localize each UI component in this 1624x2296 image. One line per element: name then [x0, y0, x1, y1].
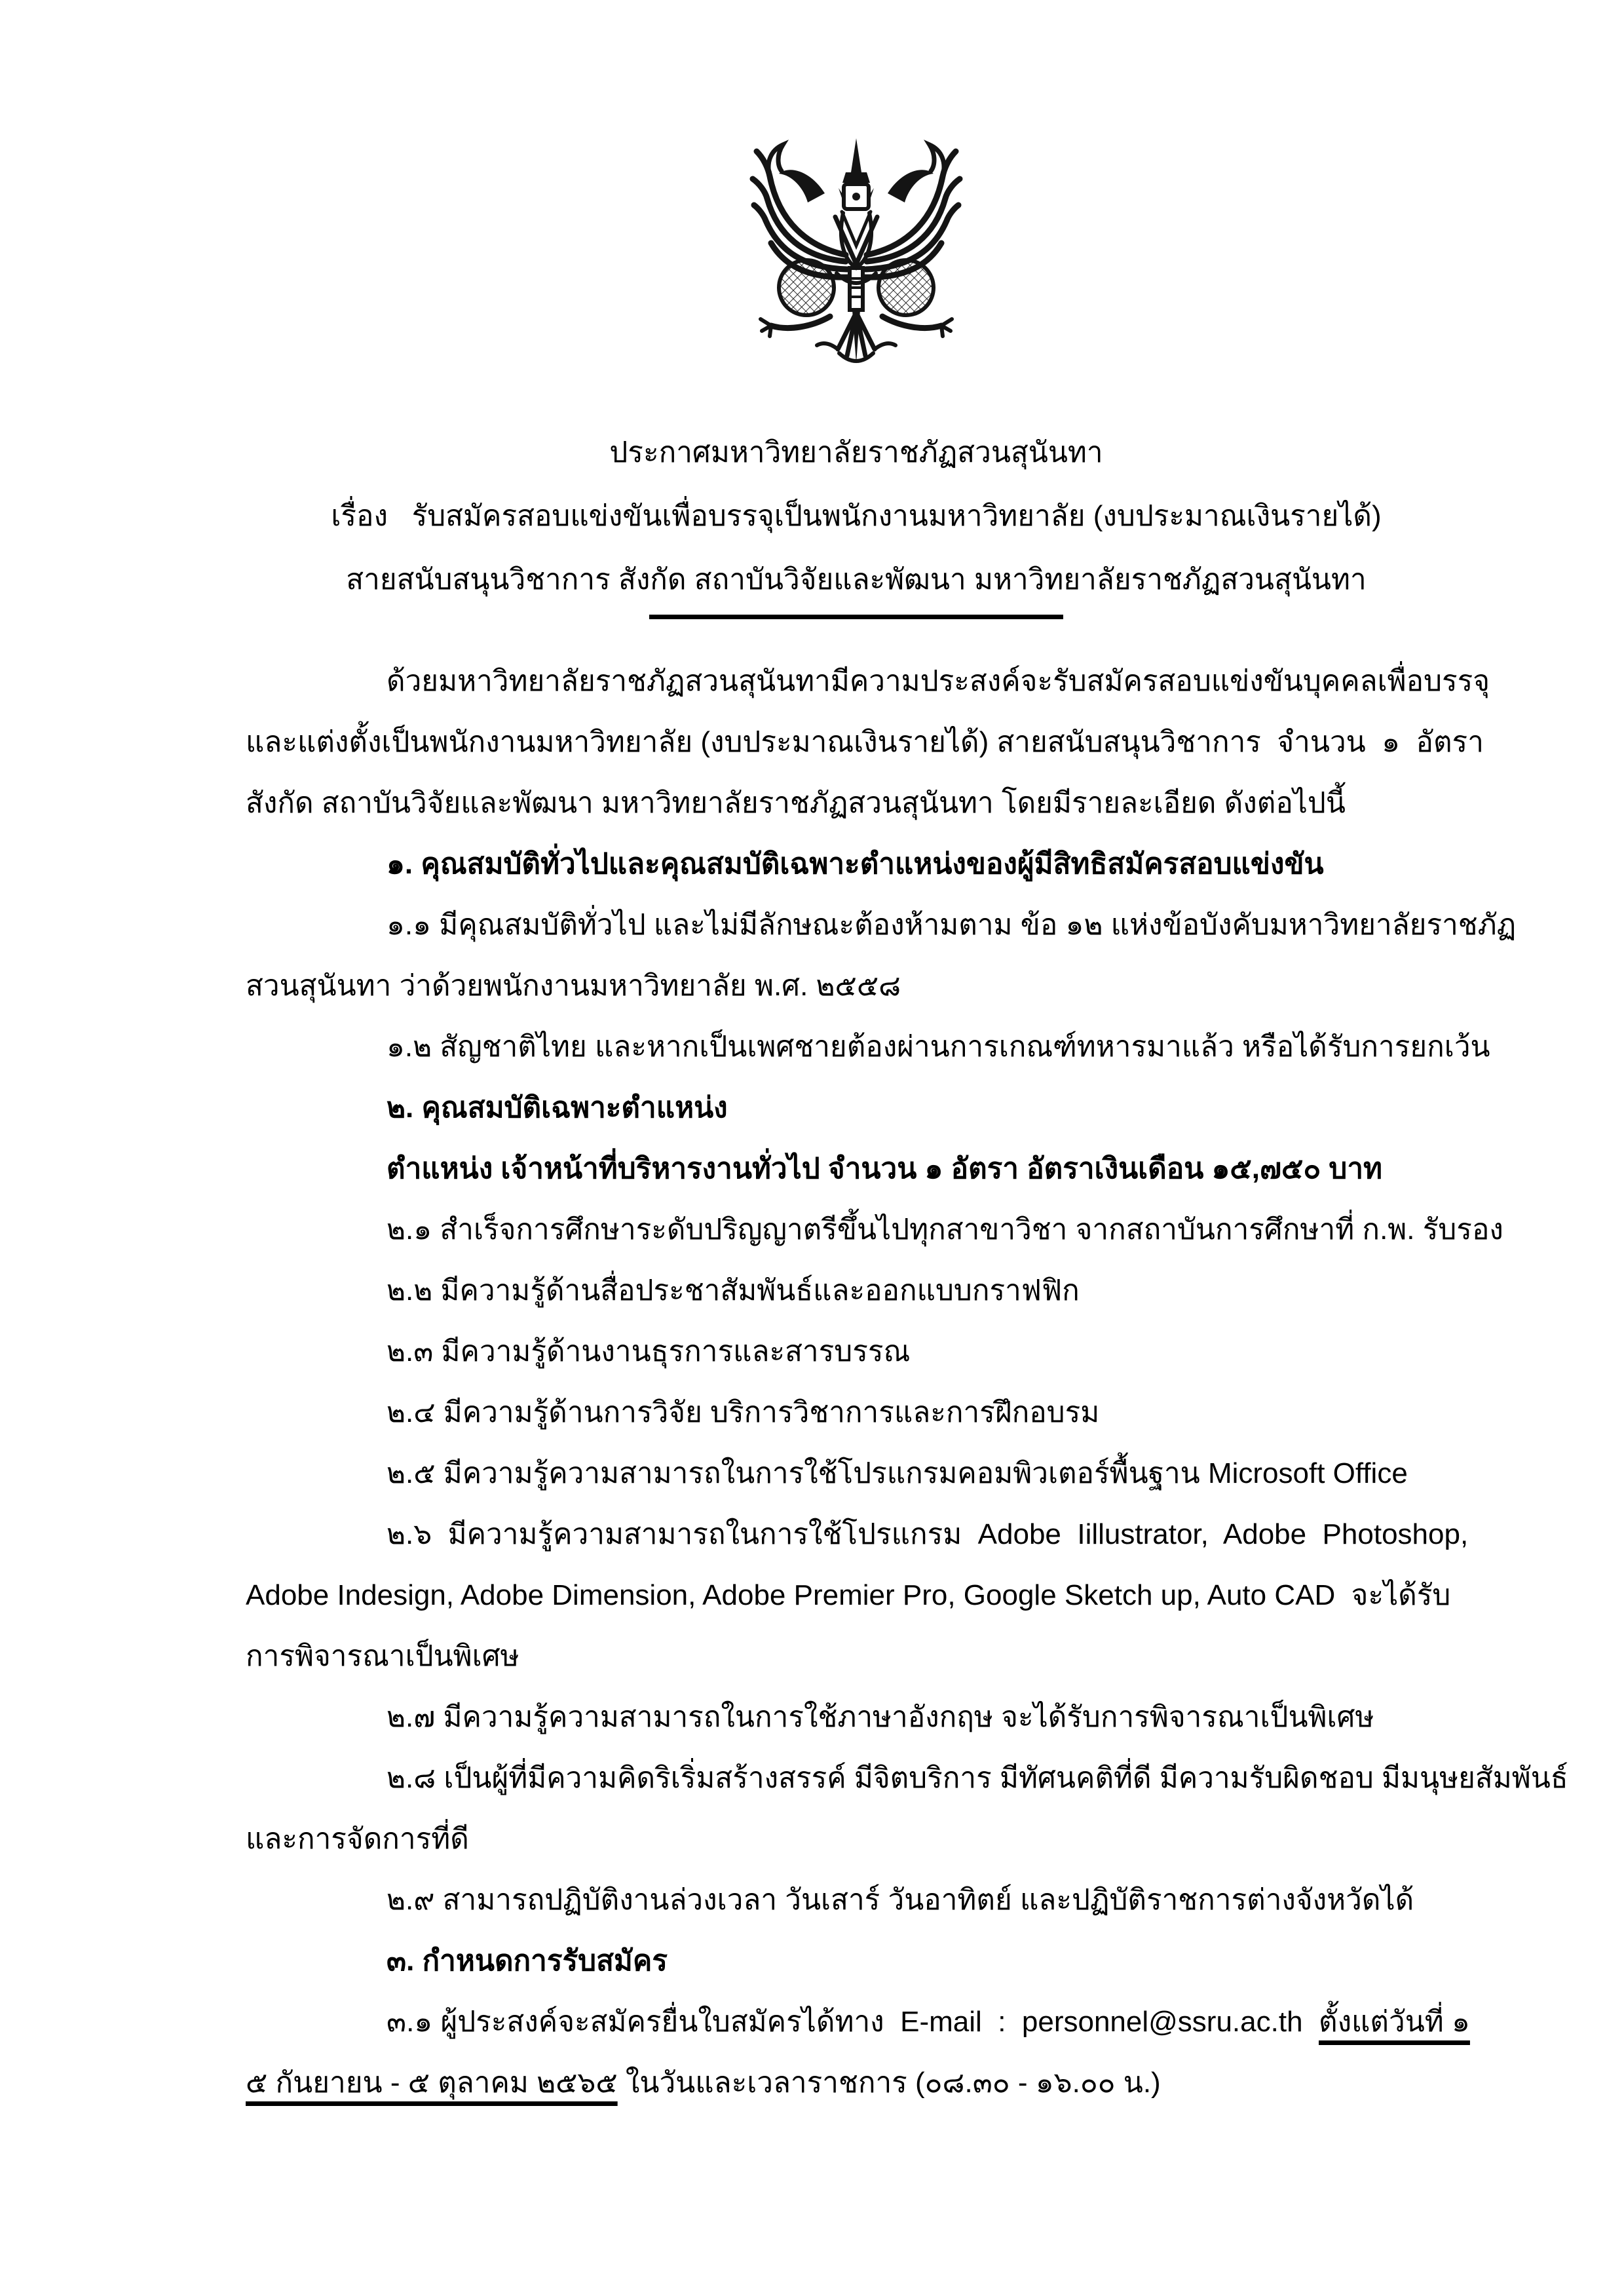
item-2-8-line-2: และการจัดการที่ดี: [246, 1823, 469, 1855]
item-2-4: ๒.๔ มีความรู้ด้านการวิจัย บริการวิชาการและการฝึกอบรม: [387, 1396, 1100, 1428]
item-2-2: ๒.๒ มีความรู้ด้านสื่อประชาสัมพันธ์และออกแบบกราฟฟิก: [387, 1274, 1080, 1307]
item-2-6-line-2: Adobe Indesign, Adobe Dimension, Adobe Premier Pro, Google Sketch up, Auto CAD จะได้รับ: [246, 1579, 1451, 1611]
document-body: [246, 651, 1568, 2113]
intro-line-2: และแต่งตั้งเป็นพนักงานมหาวิทยาลัย (งบประมาณเงินรายได้) สายสนับสนุนวิชาการ จำนวน ๑ อัตรา: [246, 726, 1484, 758]
item-2-7: ๒.๗ มีความรู้ความสามารถในการใช้ภาษาอังกฤษ จะได้รับการพิจารณาเป็นพิเศษ: [387, 1701, 1374, 1733]
item-3-1-line-1: [246, 1991, 1470, 2052]
item-1-2: ๑.๒ สัญชาติไทย และหากเป็นเพศชายต้องผ่านการเกณฑ์ทหารมาแล้ว หรือได้รับการยกเว้น: [387, 1031, 1490, 1063]
section-2-heading: ๒. คุณสมบัติเฉพาะตำแหน่ง: [387, 1092, 728, 1124]
item-2-3: ๒.๓ มีความรู้ด้านงานธุรการและสารบรรณ: [387, 1335, 911, 1368]
subject-line: เรื่อง รับสมัครสอบแข่งขันเพื่อบรรจุเป็นพนักงานมหาวิทยาลัย (งบประมาณเงินรายได้): [331, 500, 1382, 532]
item-2-9: ๒.๙ สามารถปฏิบัติงานล่วงเวลา วันเสาร์ วันอาทิตย์ และปฏิบัติราชการต่างจังหวัดได้: [387, 1884, 1414, 1916]
item-2-5: ๒.๕ มีความรู้ความสามารถในการใช้โปรแกรมคอมพิวเตอร์พื้นฐาน Microsoft Office: [387, 1457, 1408, 1489]
item-2-8-line-1: ๒.๘ เป็นผู้ที่มีความคิดริเริ่มสร้างสรรค์ มีจิตบริการ มีทัศนคติที่ดี มีความรับผิดชอบ มีมนุษยสัมพันธ์: [387, 1762, 1568, 1794]
item-3-1-text: ๓.๑ ผู้ประสงค์จะสมัครยื่นใบสมัครได้ทาง E-mail : personnel@ssru.ac.th: [387, 2006, 1319, 2038]
item-3-1-date-range-underlined: ๕ กันยายน - ๕ ตุลาคม ๒๕๖๕: [246, 2067, 618, 2099]
department-line: สายสนับสนุนวิชาการ สังกัด สถาบันวิจัยและพัฒนา มหาวิทยาลัยราชภัฏสวนสุนันทา: [346, 564, 1367, 596]
title-divider: [649, 615, 1063, 619]
item-2-6-line-3: การพิจารณาเป็นพิเศษ: [246, 1640, 519, 1672]
garuda-emblem: [747, 136, 965, 369]
garuda-icon: [747, 136, 965, 369]
title-block: [246, 421, 1467, 611]
item-2-1: ๒.๑ สำเร็จการศึกษาระดับปริญญาตรีขึ้นไปทุกสาขาวิชา จากสถาบันการศึกษาที่ ก.พ. รับรอง: [387, 1214, 1503, 1246]
item-1-1-line-2: สวนสุนันทา ว่าด้วยพนักงานมหาวิทยาลัย พ.ศ. ๒๕๕๘: [246, 970, 901, 1002]
item-2-6-line-1: ๒.๖ มีความรู้ความสามารถในการใช้โปรแกรม Adobe Iillustrator, Adobe Photoshop,: [387, 1518, 1469, 1550]
section-1-heading: ๑. คุณสมบัติทั่วไปและคุณสมบัติเฉพาะตำแหน่งของผู้มีสิทธิสมัครสอบแข่งขัน: [387, 848, 1324, 880]
item-1-1-line-1: ๑.๑ มีคุณสมบัติทั่วไป และไม่มีลักษณะต้องห้ามตาม ข้อ ๑๒ แห่งข้อบังคับมหาวิทยาลัยราชภัฏ: [387, 909, 1517, 941]
item-3-1-line-2: [246, 2052, 1467, 2113]
intro-line-3: สังกัด สถาบันวิจัยและพัฒนา มหาวิทยาลัยราชภัฏสวนสุนันทา โดยมีรายละเอียด ดังต่อไปนี้: [246, 787, 1346, 819]
intro-line-1: ด้วยมหาวิทยาลัยราชภัฏสวนสุนันทามีความประสงค์จะรับสมัครสอบแข่งขันบุคคลเพื่อบรรจุ: [387, 665, 1490, 697]
position-line: ตำแหน่ง เจ้าหน้าที่บริหารงานทั่วไป จำนวน ๑ อัตรา อัตราเงินเดือน ๑๕,๗๕๐ บาท: [387, 1153, 1383, 1185]
item-3-1-start-date-underlined: ตั้งแต่วันที่ ๑: [1319, 2006, 1470, 2038]
announcement-title: ประกาศมหาวิทยาลัยราชภัฏสวนสุนันทา: [609, 436, 1103, 469]
item-3-1-office-hours: ในวันและเวลาราชการ (๐๘.๓๐ - ๑๖.๐๐ น.): [617, 2067, 1161, 2099]
section-3-heading: ๓. กำหนดการรับสมัคร: [387, 1945, 668, 1977]
